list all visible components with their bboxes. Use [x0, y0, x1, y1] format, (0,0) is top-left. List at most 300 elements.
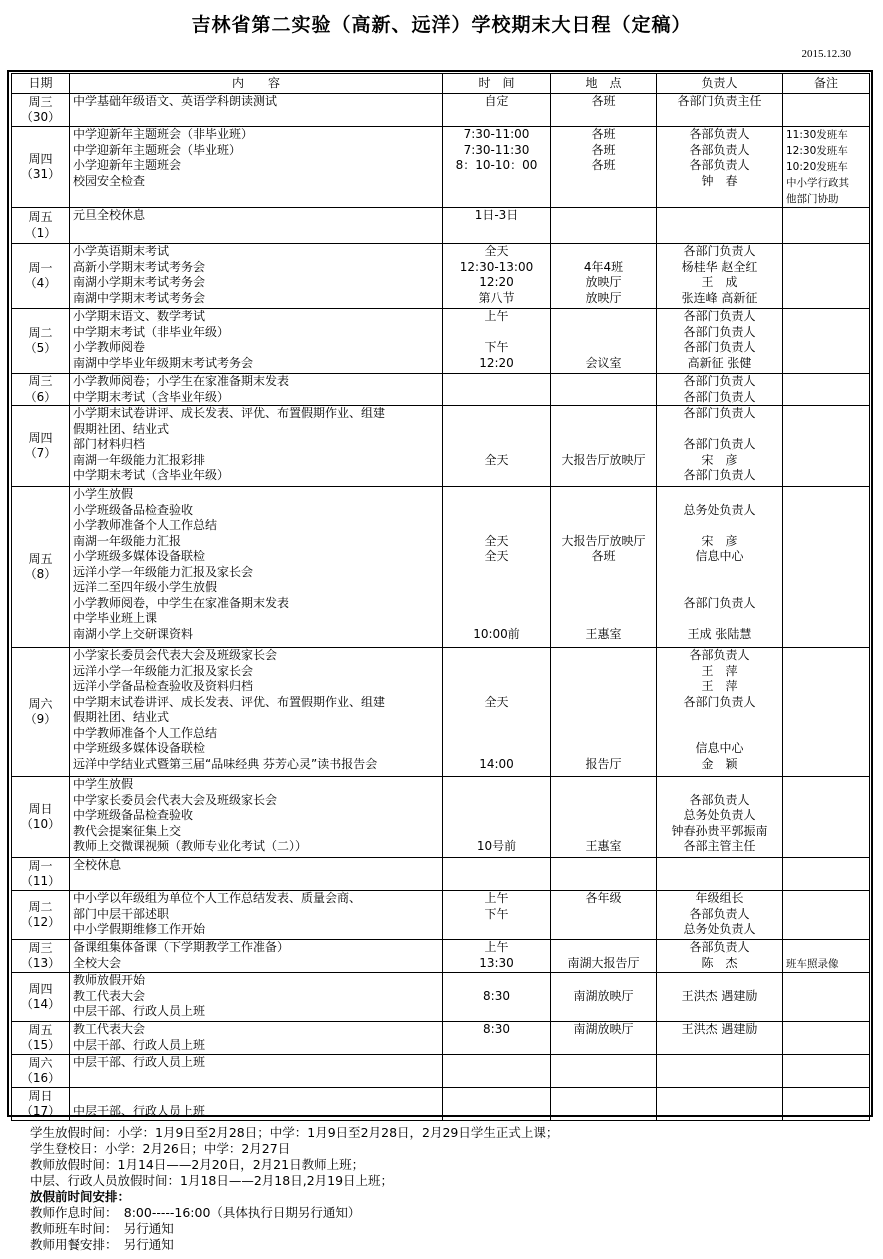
- place-line: [554, 648, 653, 664]
- place-line: 会议室: [585, 355, 622, 370]
- row-note: [783, 309, 870, 374]
- table-row: [12, 858, 870, 891]
- day-number: （13）: [20, 956, 61, 970]
- content-line: 小学班级备品检查验收: [73, 502, 194, 517]
- time-line: [446, 777, 547, 793]
- time-line: [446, 664, 547, 680]
- schedule-table: [11, 73, 870, 1121]
- day-number: （6）: [24, 389, 57, 404]
- time-line: [446, 596, 547, 612]
- place-line: [554, 422, 653, 438]
- row-content: [70, 858, 443, 891]
- person-line: 杨桂华 赵全红: [681, 259, 758, 274]
- content-line: 教师上交微课视频（教师专业化考试（二））: [73, 839, 308, 853]
- person-line: 各部门负责人: [683, 340, 756, 354]
- content-line: 中学期末试卷讲评、成长发表、评优、布置假期作业、组建: [73, 694, 386, 709]
- place-line: [554, 406, 653, 422]
- place-line: 报告厅: [585, 756, 622, 771]
- content-line: 全校休息: [73, 858, 122, 872]
- time-line: [446, 808, 547, 824]
- day-number: （30）: [20, 110, 61, 124]
- row-content: [70, 208, 443, 244]
- row-content: [70, 309, 443, 374]
- row-content: [70, 94, 443, 127]
- row-person: [657, 940, 783, 973]
- place-line: [554, 487, 653, 503]
- person-line: 各部主管主任: [683, 839, 756, 853]
- content-line: 备课组集体备课（下学期教学工作准备）: [73, 940, 290, 954]
- person-line: 宋 彦: [701, 533, 738, 548]
- weekday: 周六: [28, 696, 53, 711]
- person-line: [660, 726, 779, 742]
- content-line: 中学迎新年主题班会（非毕业班）: [73, 127, 254, 141]
- person-line: 张连峰 高新征: [681, 290, 758, 305]
- time-line: [446, 468, 547, 484]
- content-line: 假期社团、结业式: [73, 421, 170, 436]
- row-person: [657, 1088, 783, 1121]
- row-person: [657, 777, 783, 858]
- weekday: 周一: [28, 858, 53, 873]
- content-line: 小学期末语文、数学考试: [73, 309, 206, 323]
- weekday: 周三: [28, 374, 53, 388]
- person-line: 各部门负责人: [683, 309, 756, 323]
- place-line: [554, 518, 653, 534]
- row-time: [443, 1088, 551, 1121]
- row-content: [70, 127, 443, 208]
- day-number: （12）: [20, 915, 61, 929]
- page-title: 吉林省第二实验（高新、远洋）学校期末大日程（定稿）: [191, 14, 692, 36]
- place-line: [554, 244, 653, 260]
- content-line: 中学班级备品检查验收: [73, 808, 194, 822]
- day-number: （5）: [24, 341, 57, 355]
- content-line: 中学班级多媒体设备联检: [73, 741, 206, 755]
- note-line: 班车照录像: [786, 958, 839, 970]
- table-row: [12, 374, 870, 406]
- header-person: 负责人: [657, 74, 783, 94]
- person-line: 各部门负责人: [683, 468, 756, 482]
- content-line: 远洋小学一年级能力汇报及家长会: [73, 564, 254, 579]
- footer-staff-vacation: 中层、行政人员放假时间：1月18日——2月18日,2月19日上班；: [30, 1173, 394, 1188]
- person-line: 总务处负责人: [683, 922, 756, 936]
- person-line: 总务处负责人: [683, 502, 756, 517]
- row-person: [657, 309, 783, 374]
- place-line: [554, 664, 653, 680]
- content-line: [73, 1088, 439, 1104]
- person-line: [660, 611, 779, 627]
- note-line: 他部门协助: [786, 193, 839, 205]
- row-note: [783, 777, 870, 858]
- footer-meal: 教师用餐安排： 另行通知: [30, 1237, 174, 1252]
- time-line: 上午: [484, 940, 509, 954]
- table-row: [12, 973, 870, 1022]
- time-line: 13:30: [479, 955, 514, 970]
- row-content: [70, 940, 443, 973]
- time-line: 10号前: [476, 839, 517, 853]
- row-place: [551, 891, 657, 940]
- day-number: （16）: [20, 1071, 61, 1085]
- content-line: 中学期末考试（含毕业年级）: [73, 389, 230, 404]
- weekday: 周六: [28, 1055, 53, 1070]
- content-line: 南湖中学期末考试考务会: [73, 290, 206, 305]
- row-note: [783, 487, 870, 648]
- person-line: [660, 518, 779, 534]
- place-line: [554, 710, 653, 726]
- row-person: [657, 208, 783, 244]
- row-note: [783, 127, 870, 208]
- place-line: [554, 695, 653, 711]
- content-line: 中学期末考试（非毕业年级）: [73, 324, 230, 339]
- place-line: 各班: [591, 94, 616, 108]
- time-line: 下午: [484, 340, 509, 354]
- row-date: [12, 208, 70, 244]
- content-line: 小学教师阅卷: [73, 340, 146, 354]
- row-content: [70, 648, 443, 777]
- time-line: 8：10-10：00: [455, 158, 538, 172]
- time-line: 7:30-11:00: [463, 127, 530, 141]
- row-place: [551, 406, 657, 487]
- person-line: [660, 580, 779, 596]
- row-person: [657, 244, 783, 309]
- row-note: [783, 1022, 870, 1055]
- time-line: [446, 580, 547, 596]
- row-date: [12, 858, 70, 891]
- row-time: [443, 777, 551, 858]
- row-note: [783, 858, 870, 891]
- row-place: [551, 1055, 657, 1088]
- person-line: 各部门负责人: [683, 324, 756, 339]
- person-line: 各部门负责人: [683, 595, 756, 610]
- note-line: 中小学行政其: [786, 177, 849, 189]
- weekday: 周二: [28, 325, 53, 340]
- row-date: [12, 244, 70, 309]
- row-note: [783, 406, 870, 487]
- time-line: 10:00前: [473, 626, 520, 641]
- time-line: 全天: [484, 452, 509, 467]
- time-line: 8:30: [483, 988, 510, 1003]
- person-line: 各部负责人: [689, 127, 750, 141]
- content-line: 部门中层干部述职: [73, 906, 170, 921]
- row-time: [443, 127, 551, 208]
- person-line: 王洪杰 遇建励: [681, 988, 758, 1003]
- person-line: 钟 春: [701, 173, 738, 188]
- content-line: 教工代表大会: [73, 1022, 146, 1036]
- row-note: [783, 244, 870, 309]
- row-time: [443, 940, 551, 973]
- row-date: [12, 1022, 70, 1055]
- weekday: 周五: [28, 210, 53, 224]
- place-line: 各班: [591, 549, 616, 563]
- day-number: （17）: [20, 1104, 61, 1118]
- person-line: 王成 张陆慧: [687, 626, 752, 641]
- row-date: [12, 487, 70, 648]
- time-line: [446, 648, 547, 664]
- day-number: （8）: [24, 567, 57, 581]
- place-line: 各班: [591, 158, 616, 172]
- row-time: [443, 244, 551, 309]
- weekday: 周日: [28, 1088, 53, 1103]
- content-line: 南湖中学毕业年级期末考试考务会: [73, 355, 254, 370]
- person-line: 各部门负责人: [683, 374, 756, 388]
- content-line: 小学生放假: [73, 487, 134, 501]
- time-line: [446, 518, 547, 534]
- row-place: [551, 94, 657, 127]
- content-line: 中层干部、行政人员上班: [73, 1103, 206, 1118]
- row-place: [551, 648, 657, 777]
- row-note: [783, 973, 870, 1022]
- row-place: [551, 973, 657, 1022]
- row-date: [12, 648, 70, 777]
- row-content: [70, 973, 443, 1022]
- table-row: [12, 1055, 870, 1088]
- place-line: [554, 611, 653, 627]
- place-line: 各年级: [585, 891, 622, 905]
- place-line: 王惠室: [585, 839, 622, 853]
- time-line: 自定: [484, 94, 509, 108]
- row-date: [12, 94, 70, 127]
- time-line: [446, 741, 547, 757]
- content-line: 中小学假期维修工作开始: [73, 922, 206, 936]
- time-line: 12:30-13:00: [459, 259, 534, 274]
- table-row: [12, 777, 870, 858]
- note-line: [786, 940, 866, 956]
- note-line: 11:30发班车: [786, 129, 848, 141]
- place-line: [554, 726, 653, 742]
- row-place: [551, 309, 657, 374]
- footer-heading: 放假前时间安排：: [30, 1189, 131, 1204]
- row-place: [551, 1022, 657, 1055]
- time-line: 全天: [484, 244, 509, 258]
- row-person: [657, 1022, 783, 1055]
- content-line: 小学期末试卷讲评、成长发表、评优、布置假期作业、组建: [73, 406, 386, 420]
- note-line: 10:20发班车: [786, 161, 848, 173]
- place-line: 南湖大报告厅: [567, 955, 640, 970]
- day-number: （15）: [20, 1038, 61, 1052]
- row-time: [443, 487, 551, 648]
- row-content: [70, 891, 443, 940]
- time-line: 下午: [484, 906, 509, 921]
- table-row: [12, 1022, 870, 1055]
- table-row: [12, 940, 870, 973]
- person-line: 陈 杰: [701, 955, 738, 970]
- place-line: [554, 741, 653, 757]
- content-line: 高新小学期末考试考务会: [73, 259, 206, 274]
- table-row: [12, 127, 870, 208]
- row-time: [443, 891, 551, 940]
- footer-work-hours: 教师作息时间： 8:00-----16:00（具体执行日期另行通知）: [30, 1205, 361, 1220]
- row-content: [70, 374, 443, 406]
- row-note: [783, 648, 870, 777]
- content-line: 中学家长委员会代表大会及班级家长会: [73, 792, 278, 807]
- row-place: [551, 127, 657, 208]
- person-line: 各部门负责人: [683, 437, 756, 451]
- time-line: [446, 503, 547, 519]
- place-line: [554, 437, 653, 453]
- table-row: [12, 1088, 870, 1121]
- row-time: [443, 648, 551, 777]
- row-time: [443, 973, 551, 1022]
- row-note: [783, 94, 870, 127]
- day-number: （7）: [24, 446, 57, 460]
- row-person: [657, 487, 783, 648]
- person-line: [660, 777, 779, 793]
- content-line: 南湖一年级能力汇报彩排: [73, 452, 206, 467]
- time-line: 全天: [484, 533, 509, 548]
- place-line: [554, 503, 653, 519]
- row-person: [657, 94, 783, 127]
- row-person: [657, 127, 783, 208]
- person-line: [660, 973, 779, 989]
- time-line: 8:30: [483, 1022, 510, 1036]
- person-line: 王 萍: [701, 679, 738, 693]
- content-line: 小学教师阅卷；小学生在家准备期末发表: [73, 374, 290, 388]
- row-date: [12, 406, 70, 487]
- place-line: 4年4班: [583, 259, 624, 274]
- weekday: 周四: [28, 430, 53, 445]
- header-date: 日期: [12, 74, 70, 94]
- place-line: [554, 580, 653, 596]
- content-line: 校园安全检查: [73, 173, 146, 188]
- place-line: [554, 777, 653, 793]
- content-line: 中层干部、行政人员上班: [73, 1004, 206, 1018]
- row-date: [12, 374, 70, 406]
- row-content: [70, 244, 443, 309]
- table-row: [12, 891, 870, 940]
- place-line: 王惠室: [585, 626, 622, 641]
- row-time: [443, 1022, 551, 1055]
- person-line: [660, 487, 779, 503]
- content-line: 中学期末考试（含毕业年级）: [73, 468, 230, 482]
- row-place: [551, 487, 657, 648]
- day-number: （4）: [24, 276, 57, 290]
- content-line: 教工代表大会: [73, 988, 146, 1003]
- person-line: 信息中心: [695, 549, 744, 563]
- place-line: [554, 679, 653, 695]
- row-note: [783, 1088, 870, 1121]
- content-line: 教代会提案征集上交: [73, 823, 182, 838]
- time-line: [446, 793, 547, 809]
- place-line: [554, 565, 653, 581]
- time-line: [446, 824, 547, 840]
- weekday: 周五: [28, 551, 53, 566]
- time-line: 14:00: [479, 756, 514, 771]
- place-line: [554, 468, 653, 484]
- row-person: [657, 406, 783, 487]
- weekday: 周三: [28, 940, 53, 955]
- day-number: （10）: [20, 817, 61, 831]
- header-place: 地 点: [551, 74, 657, 94]
- row-note: [783, 940, 870, 973]
- weekday: 周五: [28, 1022, 53, 1037]
- person-line: 钟春孙贵平郭振南: [671, 823, 768, 838]
- person-line: 各部门负责主任: [677, 94, 762, 108]
- person-line: 年级组长: [695, 891, 744, 905]
- schedule-body: [12, 94, 870, 1121]
- time-line: [446, 406, 547, 422]
- content-line: 南湖小学上交研课资料: [73, 626, 194, 641]
- row-note: [783, 208, 870, 244]
- content-line: 南湖小学期末考试考务会: [73, 275, 206, 289]
- row-date: [12, 891, 70, 940]
- time-line: 1日-3日: [474, 208, 519, 222]
- row-time: [443, 309, 551, 374]
- content-line: 小学英语期末考试: [73, 244, 170, 258]
- row-time: [443, 406, 551, 487]
- content-line: 小学家长委员会代表大会及班级家长会: [73, 648, 278, 662]
- content-line: 教师放假开始: [73, 973, 146, 987]
- row-date: [12, 127, 70, 208]
- time-line: 全天: [484, 549, 509, 563]
- time-line: [446, 679, 547, 695]
- table-row: [12, 648, 870, 777]
- place-line: 大报告厅放映厅: [561, 533, 646, 548]
- table-row: [12, 208, 870, 244]
- row-place: [551, 374, 657, 406]
- content-line: 中学毕业班上课: [73, 611, 158, 625]
- table-row: [12, 309, 870, 374]
- time-line: [446, 973, 547, 989]
- table-row: [12, 244, 870, 309]
- weekday: 周二: [28, 899, 53, 914]
- person-line: 信息中心: [695, 741, 744, 755]
- row-place: [551, 777, 657, 858]
- place-line: [554, 325, 653, 341]
- person-line: 宋 彦: [701, 452, 738, 467]
- time-line: [446, 437, 547, 453]
- row-time: [443, 1055, 551, 1088]
- row-content: [70, 1022, 443, 1055]
- weekday: 周四: [28, 981, 53, 996]
- content-line: 部门材料归档: [73, 437, 146, 451]
- content-line: 中学基础年级语文、英语学科朗读测试: [73, 94, 278, 108]
- content-line: 中小学以年级组为单位个人工作总结发表、质量会商、: [73, 891, 362, 905]
- person-line: 总务处负责人: [683, 808, 756, 822]
- person-line: 金 颖: [701, 756, 738, 771]
- time-line: [446, 710, 547, 726]
- weekday: 周四: [28, 151, 53, 166]
- row-date: [12, 1088, 70, 1121]
- content-line: 远洋中学结业式暨第三届“品味经典 芬芳心灵”读书报告会: [73, 756, 378, 771]
- row-person: [657, 374, 783, 406]
- time-line: 12:20: [479, 355, 514, 370]
- time-line: [446, 611, 547, 627]
- row-place: [551, 858, 657, 891]
- person-line: 各部负责人: [689, 648, 750, 662]
- table-row: [12, 487, 870, 648]
- content-line: 中学迎新年主题班会（毕业班）: [73, 142, 242, 157]
- place-line: [554, 596, 653, 612]
- row-date: [12, 973, 70, 1022]
- day-number: （11）: [20, 874, 61, 888]
- place-line: 放映厅: [585, 290, 622, 305]
- place-line: 大报告厅放映厅: [561, 452, 646, 467]
- header-content: 内 容: [70, 74, 443, 94]
- person-line: 各部门负责人: [683, 244, 756, 258]
- footer-teacher-vacation: 教师放假时间：1月14日——2月20日，2月21日教师上班；: [30, 1157, 365, 1172]
- row-date: [12, 1055, 70, 1088]
- content-line: 全校大会: [73, 955, 122, 970]
- time-line: 7:30-11:30: [463, 142, 530, 157]
- person-line: 王 萍: [701, 663, 738, 678]
- content-line: 元旦全校休息: [73, 208, 146, 222]
- row-time: [443, 208, 551, 244]
- note-line: 12:30发班车: [786, 145, 848, 157]
- place-line: [554, 940, 653, 956]
- content-line: 小学教师准备个人工作总结: [73, 518, 218, 532]
- time-line: [446, 565, 547, 581]
- row-content: [70, 1055, 443, 1088]
- person-line: [660, 565, 779, 581]
- person-line: 王 成: [701, 275, 738, 289]
